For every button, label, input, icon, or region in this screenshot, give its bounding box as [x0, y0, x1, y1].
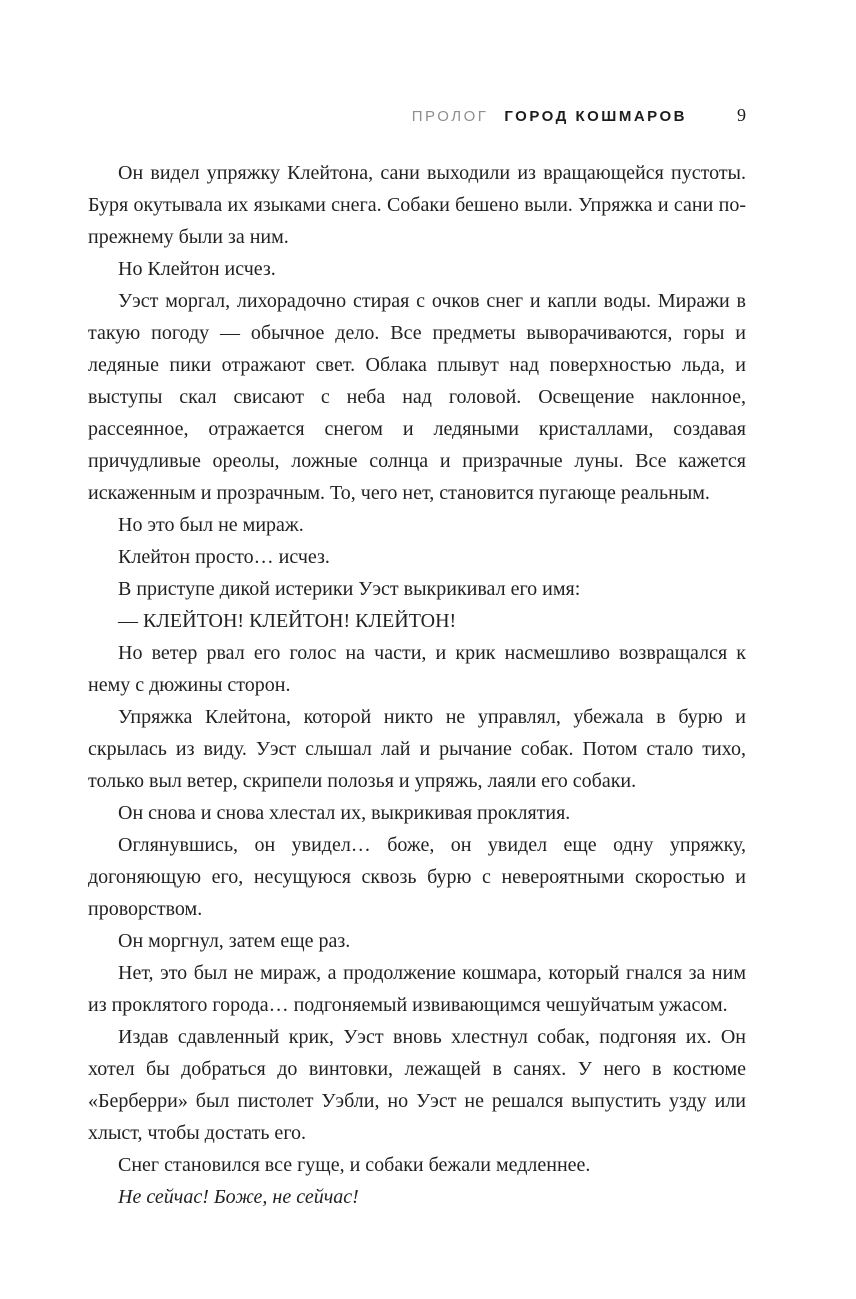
paragraph: — КЛЕЙТОН! КЛЕЙТОН! КЛЕЙТОН!	[118, 610, 457, 632]
paragraph: Уэст моргал, лихорадочно стирая с очков снег и капли воды. Миражи в такую погоду — обычное дело. Все предметы выворачиваются, горы и ледяные пики отражают свет. Облака плывут над поверхностью льда, и выступы скал свисают с неба над головой. Освещение наклонное, рассеянное, отражается снегом и ледяными кристаллами, создавая причудливые ореолы, ложные солнца и призрачные луны. Все кажется искаженным и прозрачным. То, чего нет, становится пугающе реальным.	[88, 290, 746, 504]
paragraph: Но это был не мираж.	[118, 514, 304, 536]
body-text	[88, 157, 746, 1213]
section-label: ПРОЛОГ	[411, 108, 489, 125]
running-head	[88, 105, 746, 126]
paragraph: В приступе дикой истерики Уэст выкрикивал его имя:	[118, 578, 581, 600]
paragraph: Он видел упряжку Клейтона, сани выходили из вращающейся пустоты. Буря окутывала их языками снега. Собаки бешено выли. Упряжка и сани по-прежнему были за ним.	[88, 162, 746, 248]
paragraph: Нет, это был не мираж, а продолжение кошмара, который гнался за ним из проклятого города… подгоняемый извивающимся чешуйчатым ужасом.	[88, 962, 746, 1016]
paragraph: Он снова и снова хлестал их, выкрикивая проклятия.	[118, 802, 571, 824]
paragraph: Клейтон просто… исчез.	[118, 546, 330, 568]
chapter-title: ГОРОД КОШМАРОВ	[504, 108, 687, 125]
paragraph: Но Клейтон исчез.	[118, 258, 276, 280]
paragraph: Издав сдавленный крик, Уэст вновь хлестнул собак, подгоняя их. Он хотел бы добраться до винтовки, лежащей в санях. У него в костюме «Берберри» был пистолет Уэбли, но Уэст не решался выпустить узду или хлыст, чтобы достать его.	[88, 1026, 746, 1144]
paragraph: Упряжка Клейтона, которой никто не управлял, убежала в бурю и скрылась из виду. Уэст слышал лай и рычание собак. Потом стало тихо, только выл ветер, скрипели полозья и упряжь, лаяли его собаки.	[88, 706, 746, 792]
page-number: 9	[737, 105, 746, 125]
paragraph: Снег становился все гуще, и собаки бежали медленнее.	[118, 1154, 591, 1176]
paragraph: Не сейчас! Боже, не сейчас!	[118, 1186, 359, 1208]
paragraph: Оглянувшись, он увидел… боже, он увидел еще одну упряжку, догоняющую его, несущуюся сквозь бурю с невероятными скоростью и проворством.	[88, 834, 746, 920]
paragraph: Но ветер рвал его голос на части, и крик насмешливо возвращался к нему с дюжины сторон.	[88, 642, 746, 696]
paragraph: Он моргнул, затем еще раз.	[118, 930, 351, 952]
